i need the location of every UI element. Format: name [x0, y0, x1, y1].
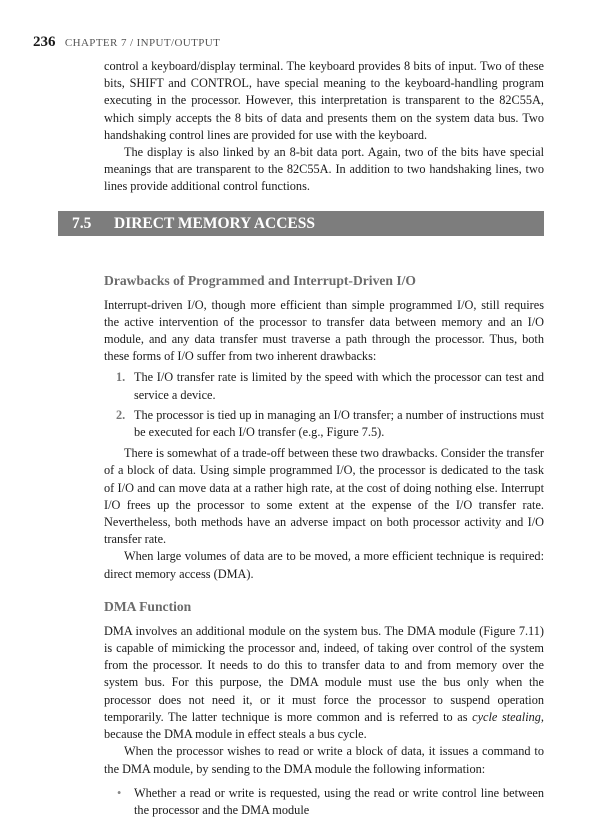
dma-paragraph-1-text: DMA involves an additional module on the system bus. The DMA module (Figure 7.11) is capable of mimicking the processor and, indeed, of taking over control of the system from the processor. It needs to do this to transfer data to and from memory over the system bus. For this purpose, the DMA module must use the bus only when the processor does not need it, or it must force the processor to suspend operation temporarily. The latter technique is more common and is referred to as — [104, 623, 544, 724]
drawbacks-paragraph-3: When large volumes of data are to be moved, a more efficient technique is required: direct memory access (DMA). — [104, 549, 544, 581]
intro-paragraph-2: The display is also linked by an 8-bit data port. Again, two of the bits have special meanings that are transparent to the 82C55A. In addition to two handshaking lines, two lines provide additional control functions. — [104, 145, 544, 194]
running-head: CHAPTER 7 / INPUT/OUTPUT — [64, 37, 221, 49]
drawbacks-list — [104, 369, 544, 441]
dma-paragraph-1 — [104, 623, 544, 743]
drawbacks-paragraph-1: Interrupt-driven I/O, though more efficient than simple programmed I/O, still requires the active intervention of the processor to transfer data between memory and an I/O module, and any data transfer must traverse a path through the processor. Thus, both these forms of I/O suffer from two inherent drawbacks: — [104, 297, 544, 364]
dma-info-list — [104, 785, 544, 819]
dma-paragraph-1-text-end: because the DMA module in effect steals a bus cycle. — [104, 727, 367, 742]
section-title: DIRECT MEMORY ACCESS — [114, 215, 315, 232]
list-item — [104, 785, 544, 819]
section-number: 7.5 — [72, 215, 92, 232]
intro-paragraph-1: control a keyboard/display terminal. The keyboard provides 8 bits of input. Two of these bits, SHIFT and CONTROL, have special meaning to the keyboard-handling program executing in the processor. However, this interpretation is transparent to the 82C55A, which simply accepts the 8 bits of data and presents them on the system data bus. Two handshaking control lines are provided for use with the keyboard. — [104, 59, 544, 142]
list-item-text: The processor is tied up in managing an I/O transfer; a number of instructions must be executed for each I/O transfer (e.g., Figure 7.5). — [134, 407, 544, 440]
cycle-stealing-term: cycle stealing, — [472, 709, 544, 724]
list-item-text: Whether a read or write is requested, using the read or write control line between the processor and the DMA module — [134, 785, 544, 817]
section-spacer — [104, 196, 544, 272]
list-number: 1. — [116, 370, 126, 385]
list-item — [104, 407, 544, 441]
page-number: 236 — [33, 34, 56, 50]
dma-paragraph-2: When the processor wishes to read or write a block of data, it issues a command to the DMA module, by sending to the DMA module the following information: — [104, 744, 544, 776]
page-body — [104, 58, 544, 819]
dma-function-heading: DMA Function — [104, 598, 192, 614]
list-number: 2. — [116, 407, 126, 422]
drawbacks-paragraph-2: There is somewhat of a trade-off between these two drawbacks. Consider the transfer of a block of data. Using simple programmed I/O, the processor is dedicated to the task of I/O and can move data at a rather high rate, at the cost of doing nothing else. Interrupt I/O frees up the processor to some extent at the expense of the I/O transfer rate. Nevertheless, both methods have an adverse impact on both processor activity and I/O transfer rate. — [104, 446, 544, 547]
page-header — [33, 34, 220, 51]
drawbacks-heading: Drawbacks of Programmed and Interrupt-Driven I/O — [104, 272, 417, 288]
list-item — [104, 369, 544, 403]
bullet-icon: • — [117, 785, 122, 800]
list-item-text: The I/O transfer rate is limited by the speed with which the processor can test and service a device. — [134, 370, 544, 402]
